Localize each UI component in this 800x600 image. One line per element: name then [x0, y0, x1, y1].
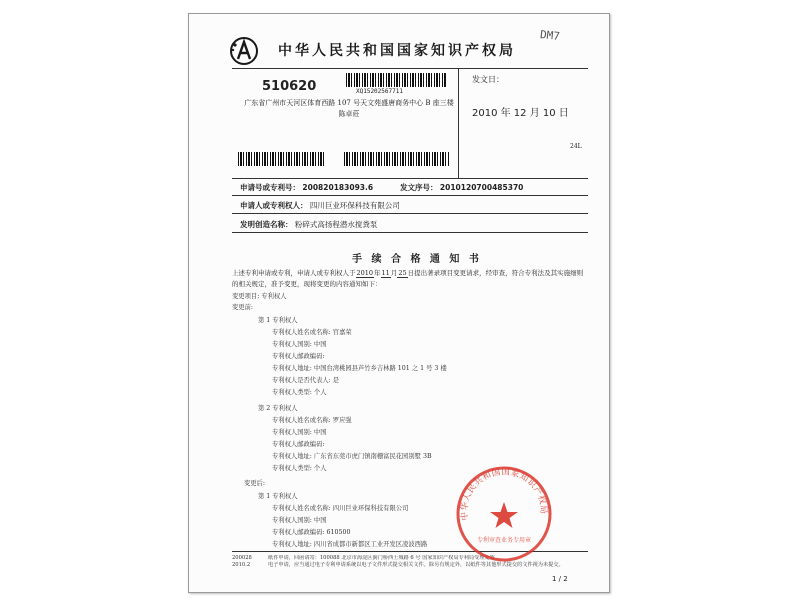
intro-before: 上述专利申请或专利，申请人或专利权人于: [232, 269, 356, 277]
before-2-line: 专利权人姓名或名称: 罗应强: [272, 417, 352, 424]
year-unit: 年: [374, 269, 381, 277]
seal-text: 中华人民共和国国家知识产权局: [459, 467, 549, 521]
applicant-row: [240, 200, 400, 211]
request-day: 25: [398, 269, 407, 277]
applicant-name: 四川巨业环保科技有限公司: [309, 201, 400, 210]
app-number: 200820183093.6: [302, 183, 374, 192]
before-2-line: 专利权人邮政编码:: [272, 441, 325, 448]
before-2-line: 专利权人国别: 中国: [272, 429, 327, 436]
address-divider: [458, 68, 459, 178]
after-1-line: 专利权人地址: 四川省成都市新都区工业开发区凌波西路: [272, 541, 428, 548]
before-label: 变更前:: [232, 304, 254, 311]
postcode: 510620: [262, 79, 317, 94]
before-1-line: 专利权人类型: 个人: [272, 389, 327, 396]
before-2-line: 专利权人地址: 广东省东莞市虎门镇南栅富民花园别墅 3B: [272, 453, 432, 460]
header-rule: [232, 68, 588, 69]
serial-label: 发文序号：: [400, 183, 438, 192]
after-1-line: 专利权人国别: 中国: [272, 517, 327, 524]
form-code-1: 200028: [232, 555, 252, 561]
before-1-line: 专利权人国别: 中国: [272, 341, 327, 348]
app-number-row: [240, 182, 373, 193]
intro-after: 日提出著录项目变更请求，经审查，符合专利法及其实施细则的相关规定，准予变更，现将变更的内容通知如下：: [232, 269, 584, 288]
applicant-label: 申请人或专利权人：: [240, 201, 308, 210]
after-label: 变更后:: [244, 480, 266, 487]
barcode-number: XQ15202567711: [356, 88, 403, 95]
serial-row: [400, 182, 523, 193]
mailing-address: [244, 98, 454, 120]
after-1-line: 专利权人姓名或名称: 四川巨业环保科技有限公司: [272, 505, 409, 512]
before-1-line: 专利权人姓名或名称: 官嘉荣: [272, 329, 352, 336]
month-unit: 月: [390, 269, 398, 277]
page-number: 1 / 2: [552, 575, 568, 583]
before-1-line: 专利权人地址: 中国台湾桃园县芦竹乡吉林路 101 之 1 号 3 楼: [272, 365, 447, 372]
issue-date-label: 发文日：: [472, 75, 504, 84]
after-1-line: 专利权人邮政编码: 610500: [272, 529, 351, 536]
fields-rule-3: [232, 232, 588, 233]
seal-star-icon: [490, 502, 518, 528]
address-line-2: 陈卓莊: [338, 110, 360, 118]
official-seal: [454, 464, 554, 564]
before-1-line: 专利权人是否代表人: 是: [272, 377, 340, 384]
form-code: [232, 555, 252, 569]
barcode-left: [238, 152, 324, 166]
app-number-label: 申请号或专利号：: [240, 183, 300, 192]
address-line-1: 广东省广州市天河区体育西路 107 号天文苑盛唐商务中心 B 座三楼: [244, 99, 454, 107]
barcode-right: [344, 152, 450, 166]
fields-rule-1: [232, 195, 588, 196]
address-bottom-rule: [232, 178, 588, 179]
before-1-heading: 第 1 专利权人: [258, 317, 298, 324]
invention-row: [240, 219, 377, 230]
request-month: 11: [381, 269, 390, 277]
footer-line-1: 纸件申请，回函请寄：100088 北京市海淀区蓟门桥西土城路 6 号 国家知识产权局专利局受理处收: [268, 555, 495, 561]
request-year: 2010: [356, 269, 374, 277]
invention-label: 发明创造名称：: [240, 220, 293, 229]
doc-code: 24L: [570, 143, 582, 150]
office-title: 中华人民共和国国家知识产权局: [278, 43, 516, 59]
before-2-line: 专利权人类型: 个人: [272, 465, 327, 472]
notice-title: 手 续 合 格 通 知 书: [352, 254, 482, 265]
issue-date: 2010 年 12 月 10 日: [472, 108, 569, 119]
invention-name: 粉碎式高扬程潜水搅粪泵: [294, 220, 378, 229]
handwritten-note: DM7: [539, 27, 561, 44]
barcode-top: [346, 73, 446, 87]
serial-number: 2010120700485370: [439, 183, 524, 192]
after-1-heading: 第 1 专利权人: [258, 493, 298, 500]
footer-line-2: 电子申请，应当通过电子专利申请系统以电子文件形式提交相关文件。除另有规定外，以纸件等其他形式提交的文件视为未提交。: [268, 562, 564, 568]
form-code-2: 2010.2: [232, 562, 251, 568]
before-2-heading: 第 2 专利权人: [258, 405, 298, 412]
notice-intro: [232, 268, 584, 290]
sipo-logo-icon: [229, 36, 259, 66]
before-1-line: 专利权人邮政编码:: [272, 353, 325, 360]
seal-subtext: 专利审查业务专用章: [476, 537, 532, 544]
fields-rule-2: [232, 213, 588, 214]
change-item: 变更项目: 专利权人: [232, 293, 287, 300]
